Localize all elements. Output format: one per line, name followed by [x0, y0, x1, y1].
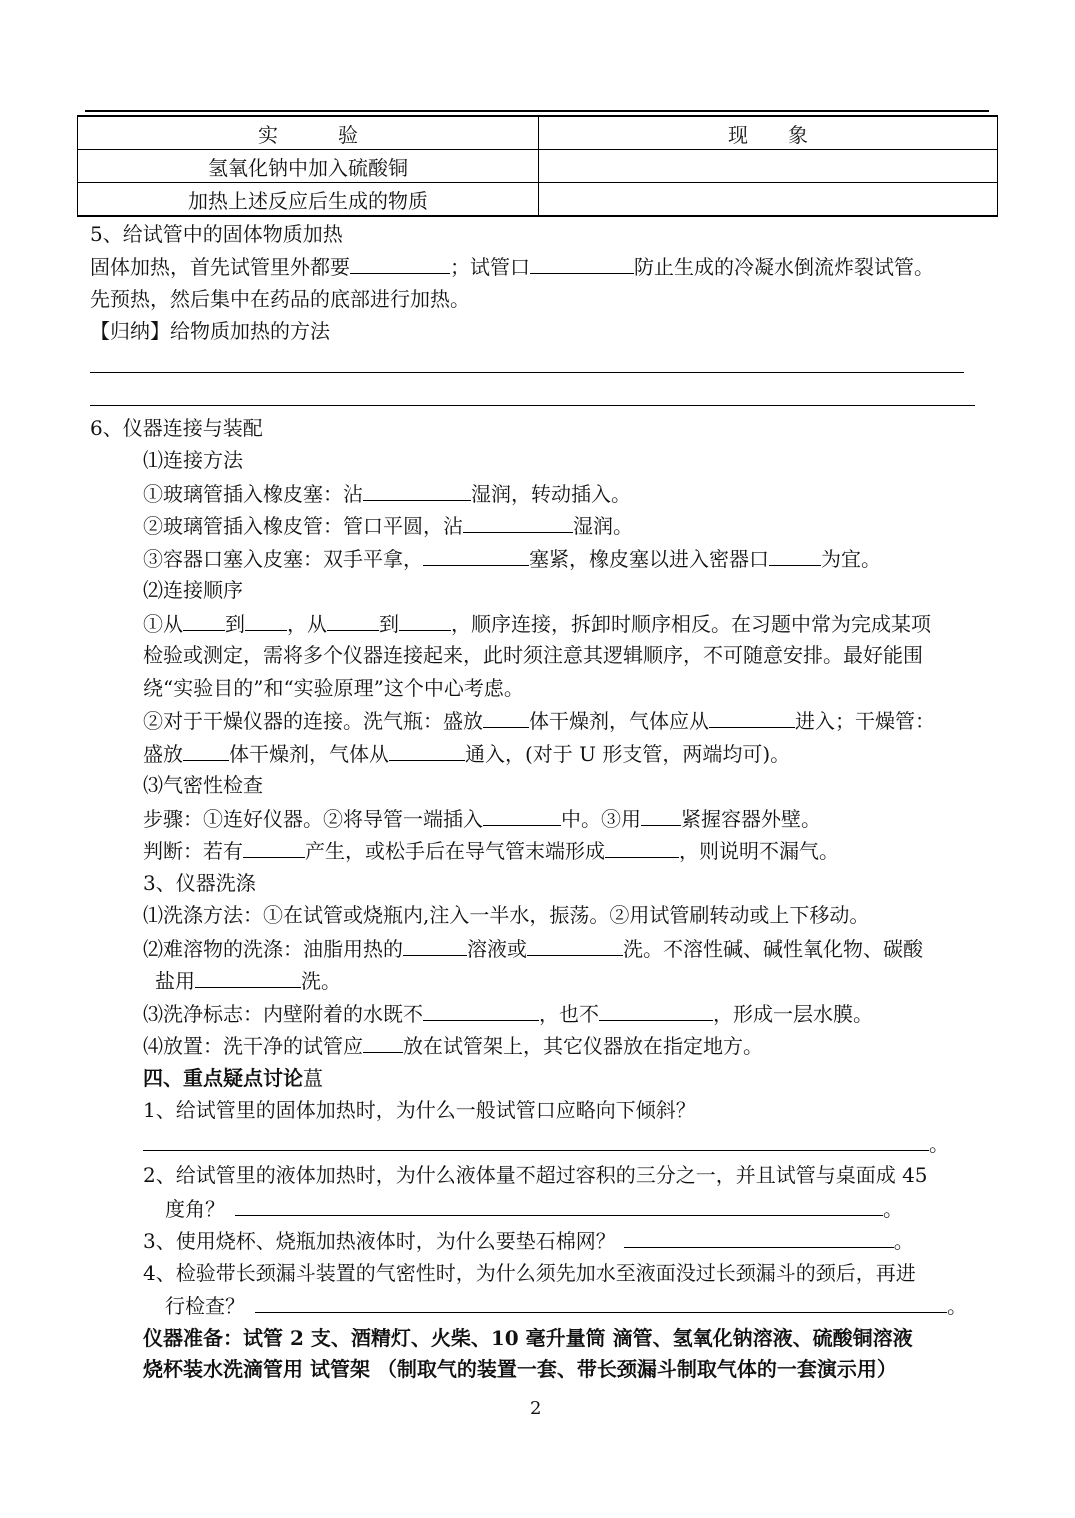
- blank: [403, 935, 467, 956]
- drying-line-1: [143, 707, 935, 734]
- text: ，也不: [539, 1002, 599, 1026]
- text: 体干燥剂，气体应从: [529, 709, 709, 733]
- text: 四、重点疑点讨论: [143, 1066, 303, 1090]
- question-1-answer: [143, 1130, 949, 1157]
- subhead-connect-method: ⑴连接方法: [143, 448, 243, 472]
- airtight-steps: [143, 805, 821, 832]
- text: 蒀: [303, 1066, 323, 1090]
- top-rule: [85, 110, 989, 112]
- text: 溶液或: [467, 937, 527, 961]
- wash-insoluble: [143, 935, 923, 962]
- text: ，顺序连接，拆卸时顺序相反。在习题中常为完成某项: [451, 612, 931, 636]
- text: ②玻璃管插入橡皮管：管口平圆，沾: [143, 514, 463, 538]
- table-cell: 加热上述反应后生成的物质: [78, 183, 539, 217]
- text: 到: [225, 612, 245, 636]
- text: ①从: [143, 612, 183, 636]
- blank: [530, 253, 634, 274]
- text: 盐用: [155, 969, 195, 993]
- answer-line: [90, 405, 975, 406]
- text: 。: [947, 1294, 967, 1318]
- blank: [183, 610, 225, 631]
- blank: [243, 837, 305, 858]
- blank: [527, 935, 623, 956]
- text: 到: [379, 612, 399, 636]
- text: 判断：若有: [143, 839, 243, 863]
- wash-clean-sign: [143, 1000, 873, 1027]
- section5-line2: 先预热，然后集中在药品的底部进行加热。: [90, 287, 470, 311]
- text: 3、使用烧杯、烧瓶加热液体时，为什么要垫石棉网？: [143, 1229, 616, 1253]
- text: ⑵难溶物的洗涤：油脂用热的: [143, 937, 403, 961]
- answer-blank: [143, 1130, 929, 1151]
- text: ，形成一层水膜。: [713, 1002, 873, 1026]
- subhead-connect-order: ⑵连接顺序: [143, 578, 243, 602]
- section5-line1: [90, 253, 934, 280]
- text: ，则说明不漏气。: [679, 839, 839, 863]
- blank: [769, 545, 821, 566]
- order-line-1: [143, 610, 931, 637]
- blank: [195, 967, 301, 988]
- blank: [423, 1000, 539, 1021]
- text: 放在试管架上，其它仪器放在指定地方。: [403, 1034, 763, 1058]
- order-line-2: 检验或测定，需将多个仪器连接起来，此时须注意其逻辑顺序，不可随意安排。最好能围: [143, 643, 923, 667]
- header-phenomenon: 现 象: [539, 116, 998, 150]
- section5-title: 5、给试管中的固体物质加热: [90, 222, 343, 246]
- table-cell: 氢氧化钠中加入硫酸铜: [78, 150, 539, 183]
- experiment-table: [77, 115, 998, 217]
- blank: [363, 1032, 403, 1053]
- text: ；试管口: [450, 255, 530, 279]
- text: 为宜。: [821, 547, 881, 571]
- subhead-airtightness: ⑶气密性检查: [143, 773, 263, 797]
- blank: [350, 253, 450, 274]
- question-3: [143, 1227, 914, 1254]
- order-line-3: 绕“实验目的”和“实验原理”这个中心考虑。: [143, 676, 524, 700]
- blank: [389, 740, 465, 761]
- blank: [463, 512, 573, 533]
- text: ，从: [287, 612, 327, 636]
- wash-insoluble-cont: [155, 967, 341, 994]
- text: ①玻璃管插入橡皮塞：沾: [143, 482, 363, 506]
- question-2-cont: [165, 1195, 903, 1222]
- blank: [599, 1000, 713, 1021]
- text: ③容器口塞入皮塞：双手平拿，: [143, 547, 423, 571]
- question-2: 2、给试管里的液体加热时，为什么液体量不超过容积的三分之一，并且试管与桌面成 45: [143, 1163, 928, 1187]
- blank: [483, 707, 529, 728]
- wash-method: ⑴洗涤方法：①在试管或烧瓶内,注入一半水，振荡。②用试管刷转动或上下移动。: [143, 903, 870, 927]
- text: 度角？: [165, 1197, 225, 1221]
- answer-blank: [624, 1227, 894, 1248]
- drying-line-2: [143, 740, 790, 767]
- table-row: [78, 183, 998, 217]
- blank: [363, 480, 471, 501]
- table-cell: [539, 183, 998, 217]
- header-experiment: 实 验: [78, 116, 539, 150]
- section4-title: [143, 1065, 323, 1091]
- question-1: 1、给试管里的固体加热时，为什么一般试管口应略向下倾斜？: [143, 1098, 696, 1122]
- text: 。: [929, 1132, 949, 1156]
- section-washing-title: 3、仪器洗涤: [143, 871, 256, 895]
- text: 步骤：①连好仪器。②将导管一端插入: [143, 807, 483, 831]
- text: 通入，(对于 U 形支管，两端均可)。: [465, 742, 791, 766]
- page-number: 2: [530, 1398, 542, 1419]
- text: ⑷放置：洗干净的试管应: [143, 1034, 363, 1058]
- table-row: [78, 150, 998, 183]
- section5-summary: 【归纳】给物质加热的方法: [90, 319, 330, 343]
- text: ⑶洗净标志：内壁附着的水既不: [143, 1002, 423, 1026]
- text: 塞紧，橡皮塞以进入密器口: [529, 547, 769, 571]
- text: 紧握容器外壁。: [681, 807, 821, 831]
- blank: [245, 610, 287, 631]
- question-4-cont: [165, 1292, 967, 1319]
- text: 进入；干燥管：: [795, 709, 935, 733]
- text: 行检查？: [165, 1294, 245, 1318]
- table-cell: [539, 150, 998, 183]
- blank: [709, 707, 795, 728]
- blank: [327, 610, 379, 631]
- connect-item-3: [143, 545, 881, 572]
- text: 湿润，转动插入。: [471, 482, 631, 506]
- text: 洗。不溶性碱、碱性氧化物、碳酸: [623, 937, 923, 961]
- question-4: 4、检验带长颈漏斗装置的气密性时，为什么须先加水至液面没过长颈漏斗的颈后，再进: [143, 1261, 916, 1285]
- connect-item-1: [143, 480, 631, 507]
- airtight-judge: [143, 837, 839, 864]
- connect-item-2: [143, 512, 633, 539]
- text: 防止生成的冷凝水倒流炸裂试管。: [634, 255, 934, 279]
- blank: [399, 610, 451, 631]
- text: 中。③用: [561, 807, 641, 831]
- text: 产生，或松手后在导气管末端形成: [305, 839, 605, 863]
- prep-line-2: 烧杯装水洗滴管用 试管架 （制取气的装置一套、带长颈漏斗制取气体的一套演示用）: [143, 1357, 897, 1381]
- wash-placement: [143, 1032, 763, 1059]
- answer-blank: [235, 1195, 883, 1216]
- answer-line: [90, 372, 964, 373]
- text: ②对于干燥仪器的连接。洗气瓶：盛放: [143, 709, 483, 733]
- blank: [183, 740, 229, 761]
- blank: [641, 805, 681, 826]
- prep-line-1: 仪器准备：试管 2 支、酒精灯、火柴、10 毫升量筒 滴管、氢氧化钠溶液、硫酸铜溶液: [143, 1326, 913, 1350]
- text: 盛放: [143, 742, 183, 766]
- text: 洗。: [301, 969, 341, 993]
- blank: [483, 805, 561, 826]
- text: 湿润。: [573, 514, 633, 538]
- section6-title: 6、仪器连接与装配: [90, 416, 263, 440]
- answer-blank: [255, 1292, 947, 1313]
- text: 固体加热，首先试管里外都要: [90, 255, 350, 279]
- blank: [423, 545, 529, 566]
- text: 体干燥剂，气体从: [229, 742, 389, 766]
- table-header-row: [78, 116, 998, 150]
- text: 。: [893, 1229, 914, 1253]
- text: 。: [883, 1197, 903, 1221]
- blank: [605, 837, 679, 858]
